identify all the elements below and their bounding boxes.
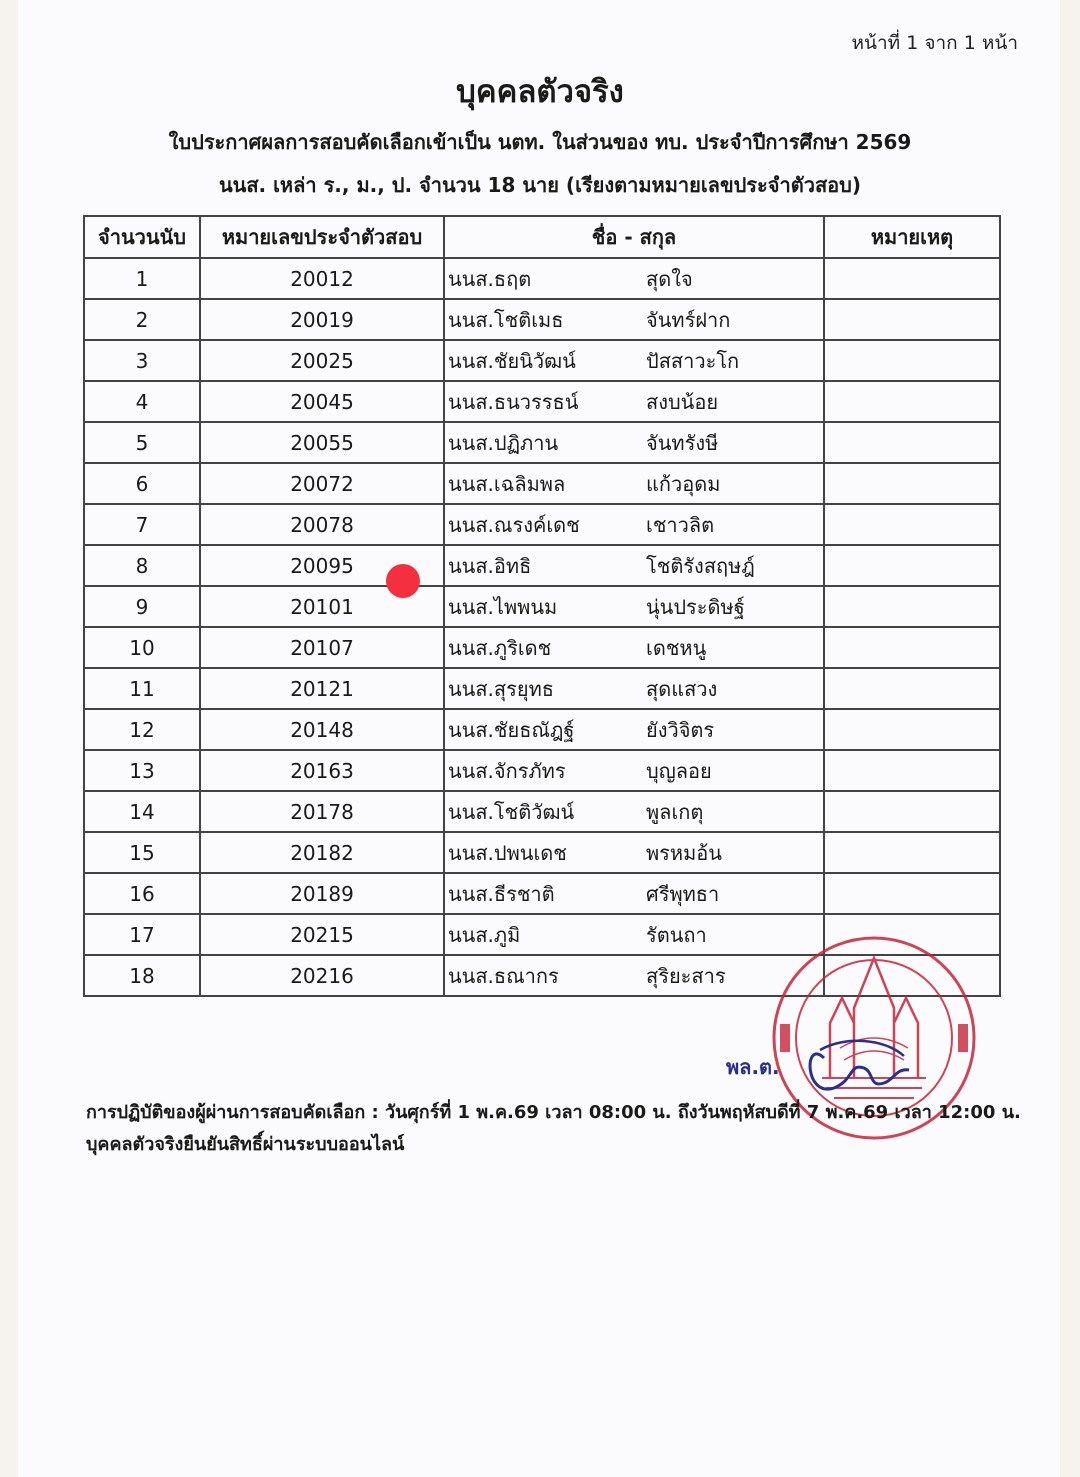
row-remark: [824, 750, 1000, 791]
row-full-name: [444, 422, 824, 463]
row-first-name: นนส.ปพนเดช: [448, 840, 567, 865]
row-exam-id: 20107: [200, 627, 444, 668]
row-last-name: สุริยะสาร: [646, 963, 726, 988]
row-count: 4: [84, 381, 200, 422]
row-full-name: [444, 299, 824, 340]
table-header-row: [84, 216, 1000, 258]
row-exam-id: 20078: [200, 504, 444, 545]
table-row: [84, 832, 1000, 873]
row-remark: [824, 873, 1000, 914]
row-first-name: นนส.ชัยธณัฎฐ์: [448, 717, 575, 742]
table-row: [84, 586, 1000, 627]
row-count: 14: [84, 791, 200, 832]
row-first-name: นนส.ธนวรรธน์: [448, 389, 579, 414]
row-full-name: [444, 504, 824, 545]
row-count: 17: [84, 914, 200, 955]
row-remark: [824, 422, 1000, 463]
row-remark: [824, 340, 1000, 381]
table-row: [84, 668, 1000, 709]
row-last-name: พรหมอ้น: [646, 840, 722, 865]
row-count: 8: [84, 545, 200, 586]
row-last-name: สุดใจ: [646, 266, 693, 291]
header-name: ชื่อ - สกุล: [444, 216, 824, 258]
row-exam-id: 20095: [200, 545, 444, 586]
row-remark: [824, 832, 1000, 873]
row-count: 10: [84, 627, 200, 668]
table-row: [84, 381, 1000, 422]
table-row: [84, 914, 1000, 955]
row-full-name: [444, 750, 824, 791]
row-count: 9: [84, 586, 200, 627]
row-full-name: [444, 955, 824, 996]
row-full-name: [444, 586, 824, 627]
table-row: [84, 545, 1000, 586]
instructions-line-2: บุคคลตัวจริงยืนยันสิทธิ์ผ่านระบบออนไลน์: [86, 1134, 405, 1155]
row-count: 3: [84, 340, 200, 381]
table-row: [84, 340, 1000, 381]
row-exam-id: 20101: [200, 586, 444, 627]
row-full-name: [444, 832, 824, 873]
row-exam-id: 20019: [200, 299, 444, 340]
row-first-name: นนส.โชติวัฒน์: [448, 799, 575, 824]
row-exam-id: 20121: [200, 668, 444, 709]
row-full-name: [444, 668, 824, 709]
row-exam-id: 20045: [200, 381, 444, 422]
row-remark: [824, 463, 1000, 504]
table-row: [84, 299, 1000, 340]
row-count: 1: [84, 258, 200, 299]
subtitle-line-1: ใบประกาศผลการสอบคัดเลือกเข้าเป็น นตท. ในส่วนของ ทบ. ประจำปีการศึกษา 2569: [168, 130, 912, 154]
table-row: [84, 258, 1000, 299]
row-exam-id: 20216: [200, 955, 444, 996]
table-row: [84, 422, 1000, 463]
row-count: 5: [84, 422, 200, 463]
row-first-name: นนส.ชัยนิวัฒน์: [448, 348, 576, 373]
row-last-name: บุญลอย: [646, 758, 712, 783]
table-row: [84, 873, 1000, 914]
row-remark: [824, 381, 1000, 422]
table-row: [84, 504, 1000, 545]
row-full-name: [444, 627, 824, 668]
row-exam-id: 20215: [200, 914, 444, 955]
subtitle-line-2: นนส. เหล่า ร., ม., ป. จำนวน 18 นาย (เรียงตามหมายเลขประจำตัวสอบ): [218, 173, 862, 197]
table-row: [84, 463, 1000, 504]
row-first-name: นนส.ภูมิ: [448, 922, 521, 947]
red-marker-dot: [386, 564, 420, 598]
row-count: 15: [84, 832, 200, 873]
row-exam-id: 20025: [200, 340, 444, 381]
row-last-name: พูลเกตุ: [646, 799, 704, 824]
row-remark: [824, 299, 1000, 340]
row-full-name: [444, 791, 824, 832]
table-row: [84, 791, 1000, 832]
row-first-name: นนส.อิทธิ: [448, 553, 532, 578]
row-last-name: จันทร์ฝาก: [646, 307, 731, 332]
page-number: หน้าที่ 1 จาก 1 หน้า: [851, 32, 1018, 54]
row-last-name: ศรีพุทธา: [646, 881, 720, 906]
row-first-name: นนส.ปฏิภาน: [448, 430, 559, 455]
row-full-name: [444, 340, 824, 381]
row-count: 11: [84, 668, 200, 709]
row-count: 13: [84, 750, 200, 791]
row-remark: [824, 955, 1000, 996]
row-exam-id: 20182: [200, 832, 444, 873]
row-remark: [824, 627, 1000, 668]
row-exam-id: 20189: [200, 873, 444, 914]
table-body: [84, 258, 1000, 996]
row-remark: [824, 545, 1000, 586]
row-first-name: นนส.โชติเมธ: [448, 307, 564, 332]
row-exam-id: 20072: [200, 463, 444, 504]
instructions-line-1: การปฏิบัติของผู้ผ่านการสอบคัดเลือก : วันศุกร์ที่ 1 พ.ค.69 เวลา 08:00 น. ถึงวันพฤหัสบดีที่ 7 พ.ค.69 เวลา 12:00 น.: [86, 1102, 1021, 1123]
row-first-name: นนส.ณรงค์เดช: [448, 512, 580, 537]
row-last-name: สงบน้อย: [646, 389, 719, 414]
row-full-name: [444, 381, 824, 422]
row-last-name: แก้วอุดม: [646, 471, 721, 496]
header-remark: หมายเหตุ: [824, 216, 1000, 258]
row-first-name: นนส.ธฤต: [448, 266, 532, 291]
row-last-name: เดชหนู: [646, 635, 707, 660]
row-count: 16: [84, 873, 200, 914]
row-first-name: นนส.สุรยุทธ: [448, 676, 554, 701]
row-first-name: นนส.จักรภัทร: [448, 758, 566, 783]
row-remark: [824, 668, 1000, 709]
table-row: [84, 627, 1000, 668]
row-count: 12: [84, 709, 200, 750]
row-last-name: ยังวิจิตร: [646, 717, 715, 742]
row-full-name: [444, 258, 824, 299]
row-last-name: รัตนถา: [646, 922, 707, 947]
row-exam-id: 20012: [200, 258, 444, 299]
row-last-name: โชติรังสฤษฎ์: [646, 553, 755, 578]
row-first-name: นนส.เฉลิมพล: [448, 471, 566, 496]
row-count: 6: [84, 463, 200, 504]
row-first-name: นนส.ธีรชาติ: [448, 881, 555, 906]
row-remark: [824, 586, 1000, 627]
row-first-name: นนส.ภูริเดช: [448, 635, 552, 660]
row-exam-id: 20055: [200, 422, 444, 463]
row-full-name: [444, 545, 824, 586]
table-row: [84, 709, 1000, 750]
row-last-name: นุ่นประดิษฐ์: [646, 594, 745, 619]
row-last-name: จันทรังษี: [646, 430, 719, 455]
row-remark: [824, 914, 1000, 955]
row-remark: [824, 709, 1000, 750]
row-first-name: นนส.ธณากร: [448, 963, 559, 988]
roster-table: [83, 215, 1001, 997]
table-row: [84, 750, 1000, 791]
row-last-name: ปัสสาวะโก: [646, 348, 740, 373]
row-count: 18: [84, 955, 200, 996]
row-count: 2: [84, 299, 200, 340]
row-first-name: นนส.ไพพนม: [448, 594, 558, 619]
row-full-name: [444, 709, 824, 750]
row-remark: [824, 504, 1000, 545]
header-count: จำนวนนับ: [84, 216, 200, 258]
row-remark: [824, 258, 1000, 299]
row-full-name: [444, 914, 824, 955]
row-exam-id: 20178: [200, 791, 444, 832]
row-last-name: เชาวลิต: [646, 512, 715, 537]
row-exam-id: 20163: [200, 750, 444, 791]
signature-rank: พล.ต.: [726, 1055, 780, 1079]
document-title: บุคคลตัวจริง: [456, 74, 624, 110]
row-last-name: สุดแสวง: [646, 676, 718, 701]
header-exam-id: หมายเลขประจำตัวสอบ: [200, 216, 444, 258]
row-full-name: [444, 463, 824, 504]
row-full-name: [444, 873, 824, 914]
table-row: [84, 955, 1000, 996]
row-count: 7: [84, 504, 200, 545]
row-exam-id: 20148: [200, 709, 444, 750]
row-remark: [824, 791, 1000, 832]
